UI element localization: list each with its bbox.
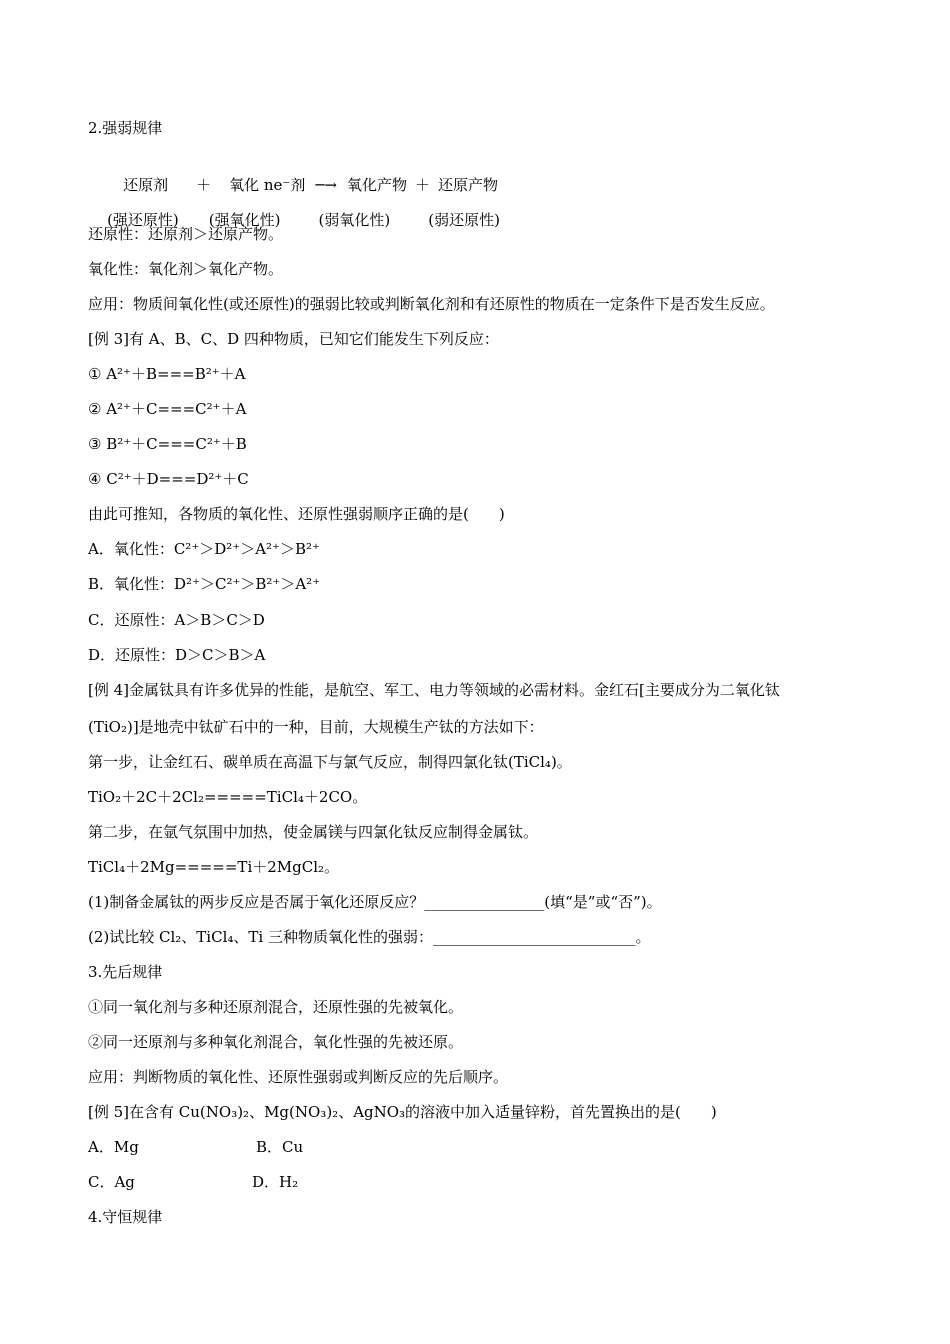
equation-2: TiCl₄＋2Mg=====Ti＋2MgCl₂。 <box>88 858 340 876</box>
option-c: C．还原性：A＞B＞C＞D <box>88 611 265 629</box>
text-line: ②同一还原剂与多种氧化剂混合，氧化性强的先被还原。 <box>88 1033 464 1051</box>
question-text: 由此可推知，各物质的氧化性、还原性强弱顺序正确的是( ) <box>88 505 505 523</box>
text-line: 还原性：还原剂＞还原产物。 <box>88 225 284 243</box>
option-d: D．还原性：D＞C＞B＞A <box>88 646 266 664</box>
plus-sign: ＋ <box>414 176 430 194</box>
reaction-4: ④ C²⁺＋D===D²⁺＋C <box>88 470 249 488</box>
example-5-stem: [例 5]在含有 Cu(NO₃)₂、Mg(NO₃)₂、AgNO₃的溶液中加入适量锌粉，首先置换出的是( ) <box>88 1103 717 1121</box>
example-3-stem: [例 3]有 A、B、C、D 四种物质，已知它们能发生下列反应： <box>88 330 499 348</box>
text-line: ①同一氧化剂与多种还原剂混合，还原性强的先被氧化。 <box>88 998 464 1016</box>
question-2: (2)试比较 Cl₂、TiCl₄、Ti 三种物质氧化性的强弱：___________________________。 <box>88 928 651 946</box>
text-line: 第一步，让金红石、碳单质在高温下与氯气反应，制得四氯化钛(TiCl₄)。 <box>88 753 572 771</box>
text-line: 第二步，在氩气氛围中加热，使金属镁与四氯化钛反应制得金属钛。 <box>88 823 539 841</box>
text-line: 应用：物质间氧化性(或还原性)的强弱比较或判断氧化剂和有还原性的物质在一定条件下是否发生反应。 <box>88 295 775 313</box>
example-4-stem: [例 4]金属钛具有许多优异的性能，是航空、军工、电力等领域的必需材料。金红石[主要成分为二氧化钛 <box>88 681 780 699</box>
question-1: (1)制备金属钛的两步反应是否属于氧化还原反应？________________(填“是”或“否”)。 <box>88 893 662 911</box>
text-line: (TiO₂)]是地壳中钛矿石中的一种，目前，大规模生产钛的方法如下： <box>88 718 544 736</box>
reaction-2: ② A²⁺＋C===C²⁺＋A <box>88 400 247 418</box>
text-line: 氧化性：氧化剂＞氧化产物。 <box>88 260 284 278</box>
option-c: C．Ag <box>88 1173 135 1191</box>
oxidant-label: 氧化 ne⁻剂 <box>229 176 306 194</box>
property-label: (弱氧化性) <box>318 211 391 229</box>
option-d: D．H₂ <box>252 1173 299 1191</box>
reduction-product-label: 还原产物 <box>437 176 498 194</box>
arrow-icon: ─→ <box>315 176 337 194</box>
reductant-label: 还原剂 <box>123 176 169 194</box>
text-line: 应用：判断物质的氧化性、还原性强弱或判断反应的先后顺序。 <box>88 1068 509 1086</box>
equation-1: TiO₂＋2C＋2Cl₂=====TiCl₄＋2CO。 <box>88 788 368 806</box>
property-label: (弱还原性) <box>428 211 500 229</box>
section-4-title: 4.守恒规律 <box>88 1208 163 1226</box>
option-a: A．Mg <box>88 1138 139 1156</box>
property-label: (强还原性) <box>107 211 179 229</box>
reaction-1: ① A²⁺＋B===B²⁺＋A <box>88 365 246 383</box>
section-3-title: 3.先后规律 <box>88 963 163 981</box>
option-b: B．氧化性：D²⁺＞C²⁺＞B²⁺＞A²⁺ <box>88 575 321 593</box>
oxidation-product-label: 氧化产物 <box>346 176 407 194</box>
option-b: B．Cu <box>256 1138 304 1156</box>
plus-sign: ＋ <box>196 176 212 194</box>
section-2-title: 2.强弱规律 <box>88 119 163 137</box>
property-label: (强氧化性) <box>208 211 281 229</box>
option-a: A．氧化性：C²⁺＞D²⁺＞A²⁺＞B²⁺ <box>88 540 320 558</box>
reaction-3: ③ B²⁺＋C===C²⁺＋B <box>88 435 247 453</box>
